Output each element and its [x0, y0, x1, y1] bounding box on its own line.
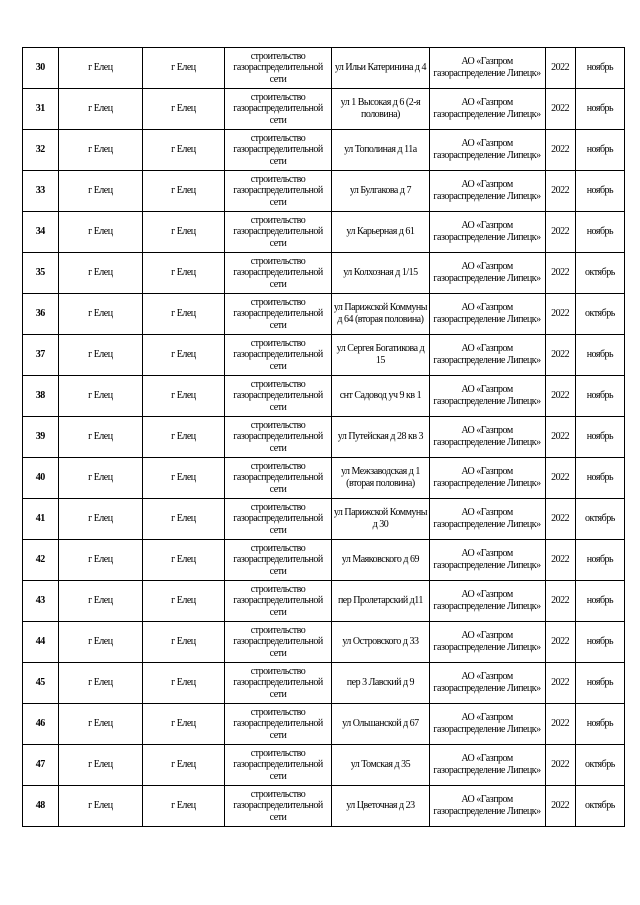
month-cell: ноябрь [575, 89, 624, 130]
organization-cell: АО «Газпром газораспределение Липецк» [429, 540, 545, 581]
year-cell: 2022 [545, 171, 575, 212]
row-number: 47 [23, 745, 59, 786]
row-number: 39 [23, 417, 59, 458]
row-number: 43 [23, 581, 59, 622]
row-number: 48 [23, 786, 59, 827]
work-type-cell: строительство газораспределительной сети [224, 745, 332, 786]
year-cell: 2022 [545, 581, 575, 622]
address-cell: ул 1 Высокая д 6 (2-я половина) [332, 89, 429, 130]
district-cell: г Елец [58, 540, 143, 581]
year-cell: 2022 [545, 253, 575, 294]
month-cell: октябрь [575, 499, 624, 540]
month-cell: октябрь [575, 253, 624, 294]
address-cell: пер 3 Лавский д 9 [332, 663, 429, 704]
table-row [23, 89, 625, 130]
table-row [23, 499, 625, 540]
locality-cell: г Елец [143, 499, 225, 540]
district-cell: г Елец [58, 581, 143, 622]
locality-cell: г Елец [143, 745, 225, 786]
table-row [23, 376, 625, 417]
month-cell: ноябрь [575, 171, 624, 212]
organization-cell: АО «Газпром газораспределение Липецк» [429, 745, 545, 786]
address-cell: ул Томская д 35 [332, 745, 429, 786]
organization-cell: АО «Газпром газораспределение Липецк» [429, 376, 545, 417]
work-type-cell: строительство газораспределительной сети [224, 622, 332, 663]
locality-cell: г Елец [143, 171, 225, 212]
address-cell: ул Островского д 33 [332, 622, 429, 663]
month-cell: ноябрь [575, 48, 624, 89]
month-cell: ноябрь [575, 130, 624, 171]
address-cell: ул Межзаводская д 1 (вторая половина) [332, 458, 429, 499]
locality-cell: г Елец [143, 335, 225, 376]
address-cell: ул Путейская д 28 кв 3 [332, 417, 429, 458]
organization-cell: АО «Газпром газораспределение Липецк» [429, 294, 545, 335]
locality-cell: г Елец [143, 540, 225, 581]
row-number: 32 [23, 130, 59, 171]
work-type-cell: строительство газораспределительной сети [224, 581, 332, 622]
organization-cell: АО «Газпром газораспределение Липецк» [429, 253, 545, 294]
locality-cell: г Елец [143, 417, 225, 458]
table-row [23, 48, 625, 89]
address-cell: ул Маяковского д 69 [332, 540, 429, 581]
year-cell: 2022 [545, 48, 575, 89]
work-type-cell: строительство газораспределительной сети [224, 704, 332, 745]
district-cell: г Елец [58, 376, 143, 417]
row-number: 33 [23, 171, 59, 212]
address-cell: ул Ильи Катеринина д 4 [332, 48, 429, 89]
work-type-cell: строительство газораспределительной сети [224, 540, 332, 581]
row-number: 38 [23, 376, 59, 417]
table-row [23, 130, 625, 171]
year-cell: 2022 [545, 786, 575, 827]
month-cell: ноябрь [575, 376, 624, 417]
month-cell: ноябрь [575, 663, 624, 704]
row-number: 41 [23, 499, 59, 540]
address-cell: снт Садовод уч 9 кв 1 [332, 376, 429, 417]
district-cell: г Елец [58, 499, 143, 540]
month-cell: ноябрь [575, 417, 624, 458]
locality-cell: г Елец [143, 89, 225, 130]
work-type-cell: строительство газораспределительной сети [224, 458, 332, 499]
organization-cell: АО «Газпром газораспределение Липецк» [429, 89, 545, 130]
table-row [23, 212, 625, 253]
address-cell: ул Булгакова д 7 [332, 171, 429, 212]
gasification-schedule-table [22, 47, 625, 827]
locality-cell: г Елец [143, 663, 225, 704]
row-number: 31 [23, 89, 59, 130]
organization-cell: АО «Газпром газораспределение Липецк» [429, 458, 545, 499]
locality-cell: г Елец [143, 48, 225, 89]
year-cell: 2022 [545, 294, 575, 335]
address-cell: ул Колхозная д 1/15 [332, 253, 429, 294]
year-cell: 2022 [545, 89, 575, 130]
district-cell: г Елец [58, 622, 143, 663]
locality-cell: г Елец [143, 622, 225, 663]
address-cell: ул Парижской Коммуны д 30 [332, 499, 429, 540]
district-cell: г Елец [58, 458, 143, 499]
table-row [23, 540, 625, 581]
row-number: 42 [23, 540, 59, 581]
district-cell: г Елец [58, 786, 143, 827]
locality-cell: г Елец [143, 294, 225, 335]
district-cell: г Елец [58, 212, 143, 253]
work-type-cell: строительство газораспределительной сети [224, 48, 332, 89]
work-type-cell: строительство газораспределительной сети [224, 417, 332, 458]
work-type-cell: строительство газораспределительной сети [224, 376, 332, 417]
table-row [23, 294, 625, 335]
locality-cell: г Елец [143, 130, 225, 171]
organization-cell: АО «Газпром газораспределение Липецк» [429, 212, 545, 253]
district-cell: г Елец [58, 89, 143, 130]
organization-cell: АО «Газпром газораспределение Липецк» [429, 171, 545, 212]
table-row [23, 786, 625, 827]
district-cell: г Елец [58, 130, 143, 171]
district-cell: г Елец [58, 253, 143, 294]
table-row [23, 622, 625, 663]
work-type-cell: строительство газораспределительной сети [224, 786, 332, 827]
year-cell: 2022 [545, 212, 575, 253]
row-number: 40 [23, 458, 59, 499]
table-row [23, 417, 625, 458]
table-row [23, 663, 625, 704]
work-type-cell: строительство газораспределительной сети [224, 130, 332, 171]
district-cell: г Елец [58, 417, 143, 458]
row-number: 35 [23, 253, 59, 294]
year-cell: 2022 [545, 335, 575, 376]
table-row [23, 171, 625, 212]
organization-cell: АО «Газпром газораспределение Липецк» [429, 663, 545, 704]
table-row [23, 458, 625, 499]
locality-cell: г Елец [143, 704, 225, 745]
work-type-cell: строительство газораспределительной сети [224, 663, 332, 704]
row-number: 46 [23, 704, 59, 745]
month-cell: ноябрь [575, 212, 624, 253]
year-cell: 2022 [545, 458, 575, 499]
district-cell: г Елец [58, 335, 143, 376]
table-row [23, 253, 625, 294]
table-row [23, 581, 625, 622]
year-cell: 2022 [545, 704, 575, 745]
locality-cell: г Елец [143, 581, 225, 622]
district-cell: г Елец [58, 704, 143, 745]
address-cell: ул Карьерная д 61 [332, 212, 429, 253]
work-type-cell: строительство газораспределительной сети [224, 335, 332, 376]
locality-cell: г Елец [143, 253, 225, 294]
year-cell: 2022 [545, 499, 575, 540]
month-cell: ноябрь [575, 540, 624, 581]
row-number: 37 [23, 335, 59, 376]
district-cell: г Елец [58, 663, 143, 704]
locality-cell: г Елец [143, 786, 225, 827]
year-cell: 2022 [545, 663, 575, 704]
table-row [23, 704, 625, 745]
month-cell: ноябрь [575, 458, 624, 499]
work-type-cell: строительство газораспределительной сети [224, 89, 332, 130]
locality-cell: г Елец [143, 458, 225, 499]
address-cell: пер Пролетарский д11 [332, 581, 429, 622]
month-cell: октябрь [575, 786, 624, 827]
district-cell: г Елец [58, 294, 143, 335]
work-type-cell: строительство газораспределительной сети [224, 253, 332, 294]
year-cell: 2022 [545, 745, 575, 786]
work-type-cell: строительство газораспределительной сети [224, 294, 332, 335]
district-cell: г Елец [58, 48, 143, 89]
district-cell: г Елец [58, 171, 143, 212]
address-cell: ул Ольшанской д 67 [332, 704, 429, 745]
organization-cell: АО «Газпром газораспределение Липецк» [429, 130, 545, 171]
year-cell: 2022 [545, 130, 575, 171]
address-cell: ул Парижской Коммуны д 64 (вторая половина) [332, 294, 429, 335]
organization-cell: АО «Газпром газораспределение Липецк» [429, 704, 545, 745]
table-row [23, 745, 625, 786]
row-number: 30 [23, 48, 59, 89]
month-cell: октябрь [575, 294, 624, 335]
address-cell: ул Тополиная д 11а [332, 130, 429, 171]
month-cell: ноябрь [575, 581, 624, 622]
row-number: 34 [23, 212, 59, 253]
locality-cell: г Елец [143, 212, 225, 253]
organization-cell: АО «Газпром газораспределение Липецк» [429, 48, 545, 89]
organization-cell: АО «Газпром газораспределение Липецк» [429, 786, 545, 827]
organization-cell: АО «Газпром газораспределение Липецк» [429, 622, 545, 663]
year-cell: 2022 [545, 417, 575, 458]
table-row [23, 335, 625, 376]
work-type-cell: строительство газораспределительной сети [224, 212, 332, 253]
month-cell: октябрь [575, 745, 624, 786]
organization-cell: АО «Газпром газораспределение Липецк» [429, 335, 545, 376]
work-type-cell: строительство газораспределительной сети [224, 171, 332, 212]
row-number: 36 [23, 294, 59, 335]
address-cell: ул Сергея Богатикова д 15 [332, 335, 429, 376]
organization-cell: АО «Газпром газораспределение Липецк» [429, 417, 545, 458]
month-cell: ноябрь [575, 622, 624, 663]
locality-cell: г Елец [143, 376, 225, 417]
district-cell: г Елец [58, 745, 143, 786]
month-cell: ноябрь [575, 704, 624, 745]
month-cell: ноябрь [575, 335, 624, 376]
address-cell: ул Цветочная д 23 [332, 786, 429, 827]
organization-cell: АО «Газпром газораспределение Липецк» [429, 581, 545, 622]
year-cell: 2022 [545, 622, 575, 663]
row-number: 44 [23, 622, 59, 663]
table-body [23, 48, 625, 827]
year-cell: 2022 [545, 540, 575, 581]
organization-cell: АО «Газпром газораспределение Липецк» [429, 499, 545, 540]
year-cell: 2022 [545, 376, 575, 417]
work-type-cell: строительство газораспределительной сети [224, 499, 332, 540]
row-number: 45 [23, 663, 59, 704]
